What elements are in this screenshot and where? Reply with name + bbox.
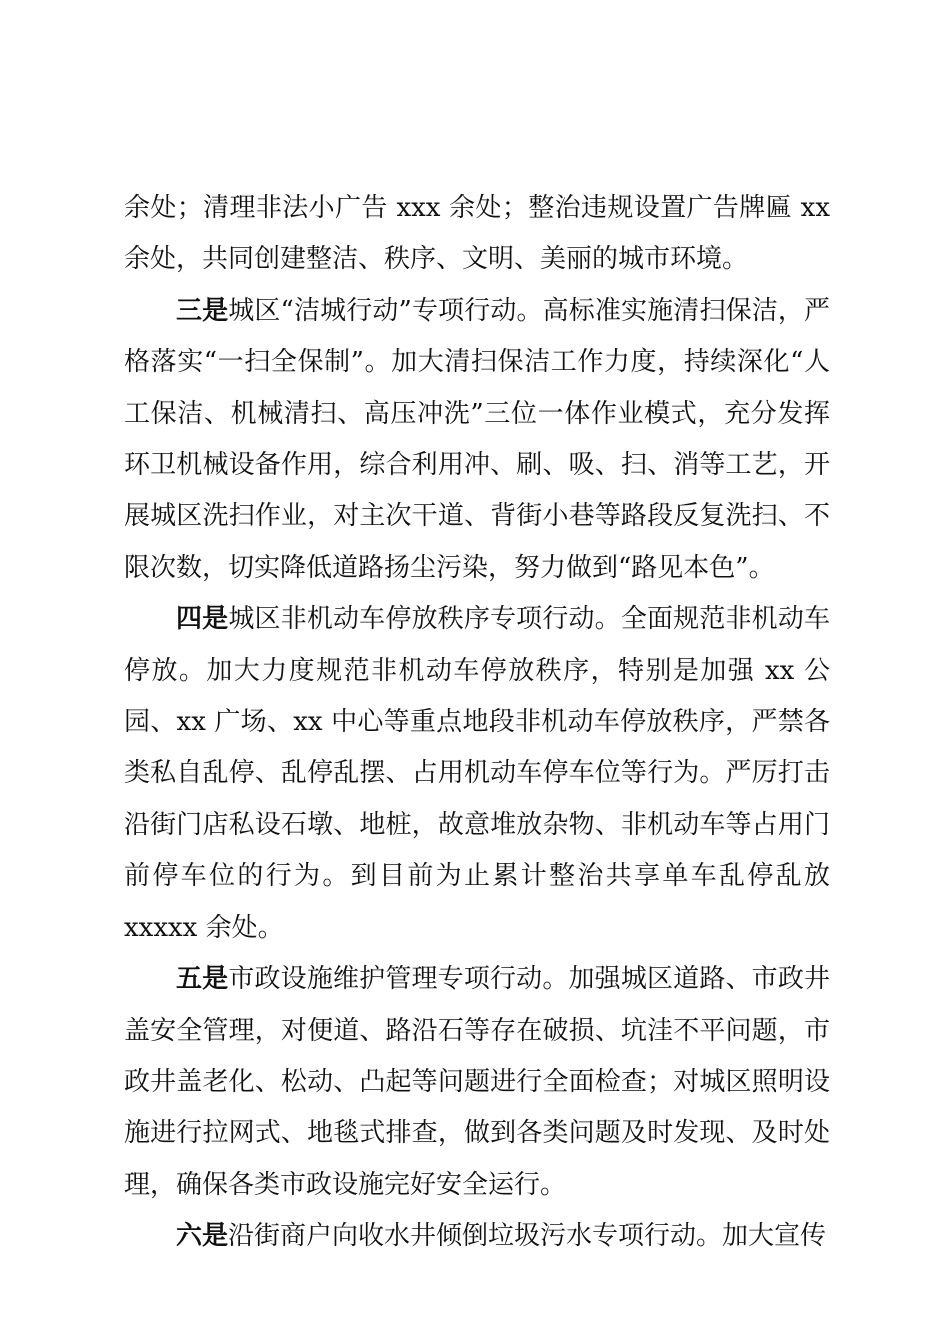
paragraph-lead: 五是: [176, 964, 229, 995]
paragraph-item-four: [124, 594, 830, 954]
document-body: [124, 183, 830, 1263]
paragraph-item-five: [124, 954, 830, 1211]
paragraph-text: 沿街商户向收水井倾倒垃圾污水专项行动。加大宣传: [228, 1221, 827, 1252]
paragraph-text: 市政设施维护管理专项行动。加强城区道路、市政井盖安全管理，对便道、路沿石等存在破损、坑洼不平问题，市政井盖老化、松动、凸起等问题进行全面检查；对城区照明设施进行拉网式、地毯式排查，做到各类问题及时发现、及时处理，确保各类市政设施完好安全运行。: [124, 964, 830, 1200]
paragraph-text: 余处；清理非法小广告 xxx 余处；整治违规设置广告牌匾 xx 余处，共同创建整洁、秩序、文明、美丽的城市环境。: [124, 193, 830, 275]
paragraph-text: 城区非机动车停放秩序专项行动。全面规范非机动车停放。加大力度规范非机动车停放秩序，特别是加强 xx 公园、xx 广场、xx 中心等重点地段非机动车停放秩序，严禁各类私自乱停、乱停乱摆、占用机动车停车位等行为。严厉打击沿街门店私设石墩、地桩，故意堆放杂物、非机动车等占用门前停车位的行为。到目前为止累计整治共享单车乱停乱放 xxxxx 余处。: [124, 604, 830, 943]
paragraph-item-three: [124, 286, 830, 594]
paragraph-lead: 六是: [176, 1221, 229, 1252]
paragraph-continuation: [124, 183, 830, 286]
paragraph-text: 城区“洁城行动”专项行动。高标准实施清扫保洁，严格落实“一扫全保制”。加大清扫保洁工作力度，持续深化“人工保洁、机械清扫、高压冲洗”三位一体作业模式，充分发挥环卫机械设备作用，综合利用冲、刷、吸、扫、消等工艺，开展城区洗扫作业，对主次干道、背街小巷等路段反复洗扫、不限次数，切实降低道路扬尘污染，努力做到“路见本色”。: [124, 295, 830, 583]
paragraph-lead: 三是: [176, 295, 229, 326]
paragraph-lead: 四是: [176, 604, 229, 635]
paragraph-item-six: [124, 1211, 830, 1262]
